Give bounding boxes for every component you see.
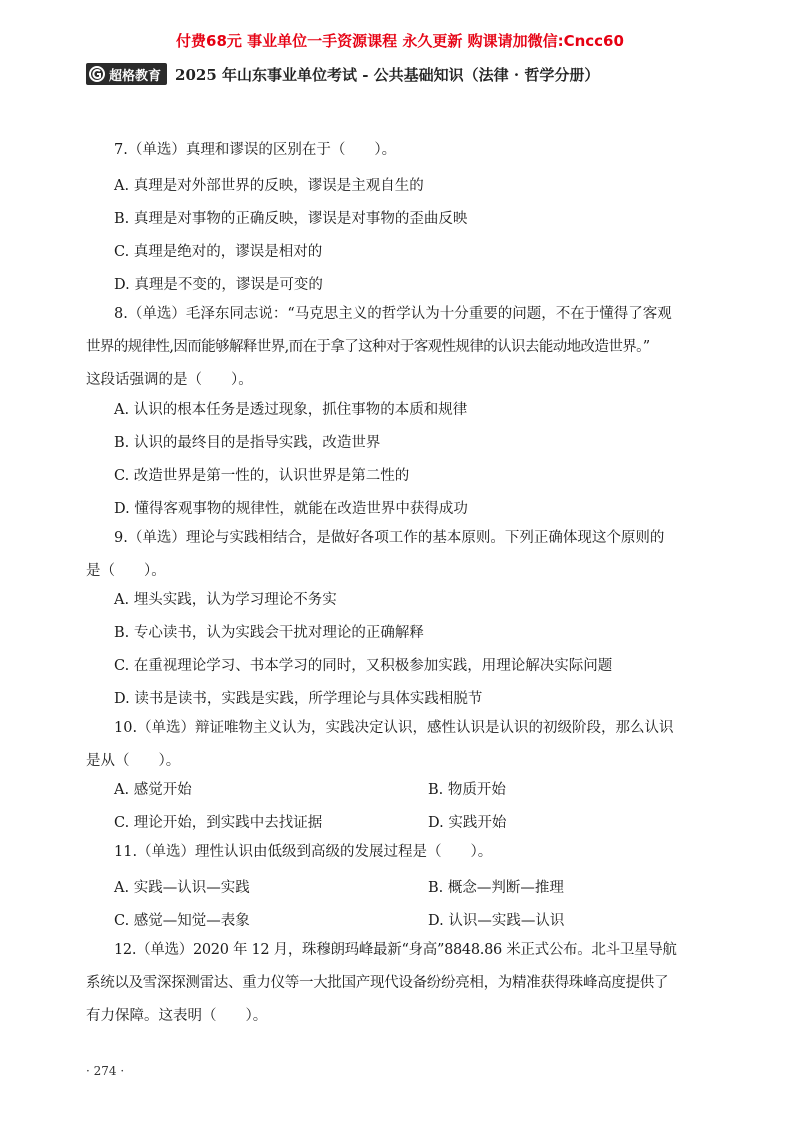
question-text: 12.（单选）2020 年 12 月，珠穆朗玛峰最新“身高”8848.86 米正式公布。北斗卫星导航 <box>114 942 677 958</box>
page-header <box>86 62 599 86</box>
option-a: A. 埋头实践，认为学习理论不务实 <box>114 592 337 608</box>
question-9 <box>86 522 718 588</box>
logo-icon <box>89 66 105 82</box>
option-b: B. 真理是对事物的正确反映，谬误是对事物的歪曲反映 <box>114 211 468 227</box>
question-text: 世界的规律性,因而能够解释世界,而在于拿了这种对于客观性规律的认识去能动地改造世界。” <box>86 339 650 355</box>
option-c: C. 改造世界是第一性的，认识世界是第二性的 <box>114 468 410 484</box>
option-d: D. 懂得客观事物的规律性，就能在改造世界中获得成功 <box>114 501 468 517</box>
option-a: A. 实践—认识—实践 <box>114 880 250 896</box>
header-title: 2025 年山东事业单位考试 - 公共基础知识（法律 · 哲学分册） <box>175 65 600 84</box>
question-12 <box>86 934 718 1033</box>
option-a: A. 认识的根本任务是透过现象，抓住事物的本质和规律 <box>114 402 468 418</box>
logo-text: 超格教育 <box>109 68 162 84</box>
option-d: D. 真理是不变的，谬误是可变的 <box>114 277 323 293</box>
option-d: D. 读书是读书，实践是实践，所学理论与具体实践相脱节 <box>114 691 483 707</box>
option-d: D. 认识—实践—认识 <box>428 913 565 929</box>
question-text: 9.（单选）理论与实践相结合，是做好各项工作的基本原则。下列正确体现这个原则的 <box>114 530 665 546</box>
question-text: 10.（单选）辩证唯物主义认为，实践决定认识，感性认识是认识的初级阶段，那么认识 <box>114 720 674 736</box>
option-a: A. 真理是对外部世界的反映，谬误是主观自生的 <box>114 178 424 194</box>
option-c: C. 真理是绝对的，谬误是相对的 <box>114 244 323 260</box>
question-text: 这段话强调的是（ ）。 <box>86 372 253 388</box>
option-d: D. 实践开始 <box>428 815 507 831</box>
question-text: 8.（单选）毛泽东同志说：“马克思主义的哲学认为十分重要的问题，不在于懂得了客观 <box>114 306 672 322</box>
question-text: 系统以及雪深探测雷达、重力仪等一大批国产现代设备纷纷亮相，为精准获得珠峰高度提供了 <box>86 975 669 991</box>
option-c: C. 理论开始，到实践中去找证据 <box>114 815 323 831</box>
question-text: 是（ ）。 <box>86 563 166 579</box>
option-b: B. 专心读书，认为实践会干扰对理论的正确解释 <box>114 625 424 641</box>
option-c: C. 感觉—知觉—表象 <box>114 913 250 929</box>
question-text: 7.（单选）真理和谬误的区别在于（ ）。 <box>114 142 397 158</box>
question-7 <box>86 134 718 167</box>
question-text: 11.（单选）理性认识由低级到高级的发展过程是（ ）。 <box>114 844 493 860</box>
ad-banner: 付费68元 事业单位一手资源课程 永久更新 购课请加微信:Cncc60 <box>176 32 624 50</box>
question-8 <box>86 298 718 397</box>
option-a: A. 感觉开始 <box>114 782 192 798</box>
option-b: B. 概念—判断—推理 <box>428 880 564 896</box>
option-c: C. 在重视理论学习、书本学习的同时，又积极参加实践，用理论解决实际问题 <box>114 658 613 674</box>
question-text: 有力保障。这表明（ ）。 <box>86 1008 268 1024</box>
logo <box>86 63 167 85</box>
question-text: 是从（ ）。 <box>86 753 181 769</box>
question-11 <box>86 836 718 869</box>
page-number: · 274 · <box>86 1064 125 1078</box>
option-b: B. 物质开始 <box>428 782 506 798</box>
option-b: B. 认识的最终目的是指导实践，改造世界 <box>114 435 381 451</box>
question-10 <box>86 712 718 778</box>
